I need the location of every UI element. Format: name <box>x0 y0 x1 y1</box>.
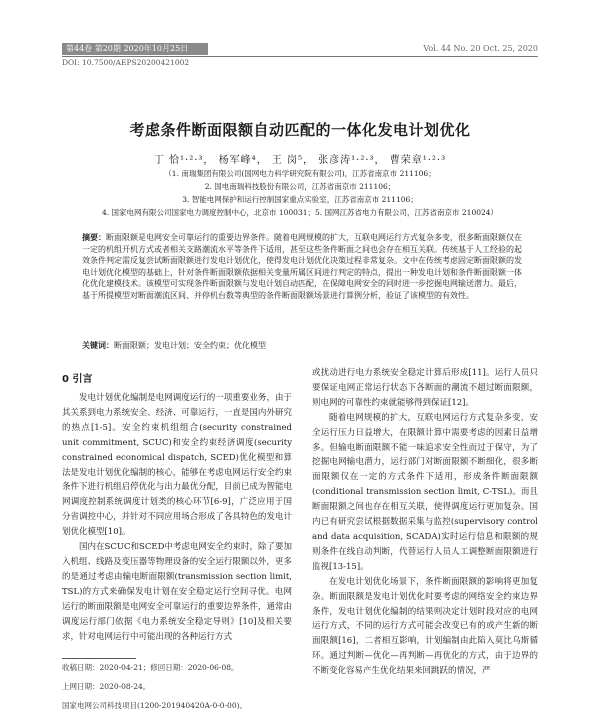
keywords <box>82 340 522 352</box>
left-column <box>62 391 292 644</box>
header-rule <box>62 56 538 57</box>
footnote-funding: 国家电网公司科技项目(1200-201940420A-0-0-00)。 <box>62 701 248 710</box>
right-column <box>312 366 538 679</box>
journal-volume-banner: 第44卷 第20期 2020年10月25日 <box>62 43 208 55</box>
footnote-online-date: 上网日期：2020-08-24。 <box>62 682 151 691</box>
abstract-label: 摘要： <box>82 233 106 242</box>
paragraph: 国内在SCUC和SCED中考虑电网安全约束时，除了要加入机组、线路及变压器等物理设备的安全运行限额以外，更多的是通过考虑由输电断面限额(transmission section limit, TSL)的方式来确保发电计划在安全稳定运行空间寻优。电网运行的断面限额是电网安全可靠运行的重要边界条件，通常由调度运行部门依据《电力系统安全稳定导则》[10]及相关要求，针对电网运行中可能出现的各种运行方式 <box>62 542 292 642</box>
keywords-label: 关键词： <box>82 341 114 350</box>
journal-volume-english: Vol. 44 No. 20 Oct. 25, 2020 <box>423 44 538 53</box>
abstract-text: 断面限额是电网安全可靠运行的重要边界条件。随着电网规模的扩大，互联电网运行方式复杂多变，很多断面限额仅在一定的机组开机方式或者相关支路潮流水平等条件下适用，甚至这些条件断面之间也会存在相互关联。传统基于人工经验的起效条件判定需反复尝试断面限额进行发电计划优化，使得发电计划优化决策过程非常复杂。文中在传统考虑固定断面限额的发电计划优化模型的基础上，针对条件断面限额依据相关变量所属区间进行判定的特点，提出一种发电计划和条件断面限额一体化优化建模技术。该模型可实现条件断面限额与发电计划自动匹配，在保障电网安全的同时进一步挖掘电网输送潜力。最后，基于所提模型对断面潮流区间、并停机台数等典型的条件断面限额场景进行算例分析，验证了该模型的有效性。 <box>82 233 522 300</box>
affiliation-4: 4. 国家电网有限公司国家电力调度控制中心，北京市 100031；5. 国网江苏省电力有限公司，江苏省南京市 210024） <box>101 208 499 217</box>
affiliation-3: 3. 智能电网保护和运行控制国家重点实验室，江苏省南京市 211106； <box>182 195 418 204</box>
paragraph: 发电计划优化编制是电网调度运行的一项重要业务，由于其关系到电力系统安全、经济、可靠运行，一直是国内外研究的热点[1-5]。安全约束机组组合(security constrained unit commitment, SCUC)和安全约束经济调度(security constrained economical dispatch, SCED)优化模型和算法是发电计划优化编制的核心，能够在考虑电网运行安全约束条件下进行机组启停优化与出力最优分配，目前已成为智能电网调度控制系统调度计划类的核心环节[6-9]，广泛应用于国分省调控中心，并针对不同应用场合形成了各具特色的发电计划优化模型[10]。 <box>62 393 292 538</box>
footnote-rule <box>62 658 136 659</box>
paper-title: 考虑条件断面限额自动匹配的一体化发电计划优化 <box>129 121 471 139</box>
authors: 丁 恰¹·²·³， 杨军峰⁴， 王 岗⁵， 张彦涛¹·²·³， 曹荣章¹·²·³ <box>153 155 447 166</box>
abstract <box>82 232 522 302</box>
paragraph: 在发电计划优化场景下，条件断面限额的影响将更加复杂。断面限额是发电计划优化时要考虑的网络安全约束边界条件，发电计划优化编制的结果则决定计划时段对应的电网运行方式，不同的运行方式可能会改变已有的或产生新的断面限额[16]，二者相互影响，计划编制由此陷入莫比乌斯循环。通过判断—优化—再判断—再优化的方式，由于边界的不断变化容易产生优化结果来回跳跃的情况，严 <box>312 576 538 677</box>
paragraph: 或扰动进行电力系统安全稳定计算后形成[11]。运行人员只要保证电网正常运行状态下各断面的潮流不超过断面限额，则电网的可靠性约束就能够得到保证[12]。 <box>312 368 538 408</box>
footnote-received-date: 收稿日期：2020-04-21；修回日期：2020-06-08。 <box>62 663 239 672</box>
section-heading-introduction: 0 引言 <box>62 374 93 385</box>
affiliation-2: 2. 国电南瑞科技股份有限公司，江苏省南京市 211106； <box>204 182 396 191</box>
affiliation-1: （1. 南瑞集团有限公司(国网电力科学研究院有限公司)，江苏省南京市 211106； <box>164 169 436 178</box>
doi: DOI: 10.7500/AEPS20200421002 <box>62 58 190 67</box>
paragraph: 随着电网规模的扩大，互联电网运行方式复杂多变，安全运行压力日益增大，在限额计算中需要考虑的因素日益增多。但输电断面限额不能一味追求安全性而过于保守，为了挖掘电网输电潜力，运行部门对断面限额不断细化，很多断面限额仅在一定的方式条件下适用，形成条件断面限额(conditional transmission section limit, C-TSL)。而且断面限额之间也存在相互关联，使得调度运行更加复杂。国内已有研究尝试根据数据采集与监控(supervisory control and data acquisition, SCADA)实时运行信息和限额的规则条件在线自动判断，代替运行人员人工调整断面限额进行监视[13-15]。 <box>312 412 538 572</box>
keywords-text: 断面限额；发电计划；安全约束；优化模型 <box>114 341 266 350</box>
